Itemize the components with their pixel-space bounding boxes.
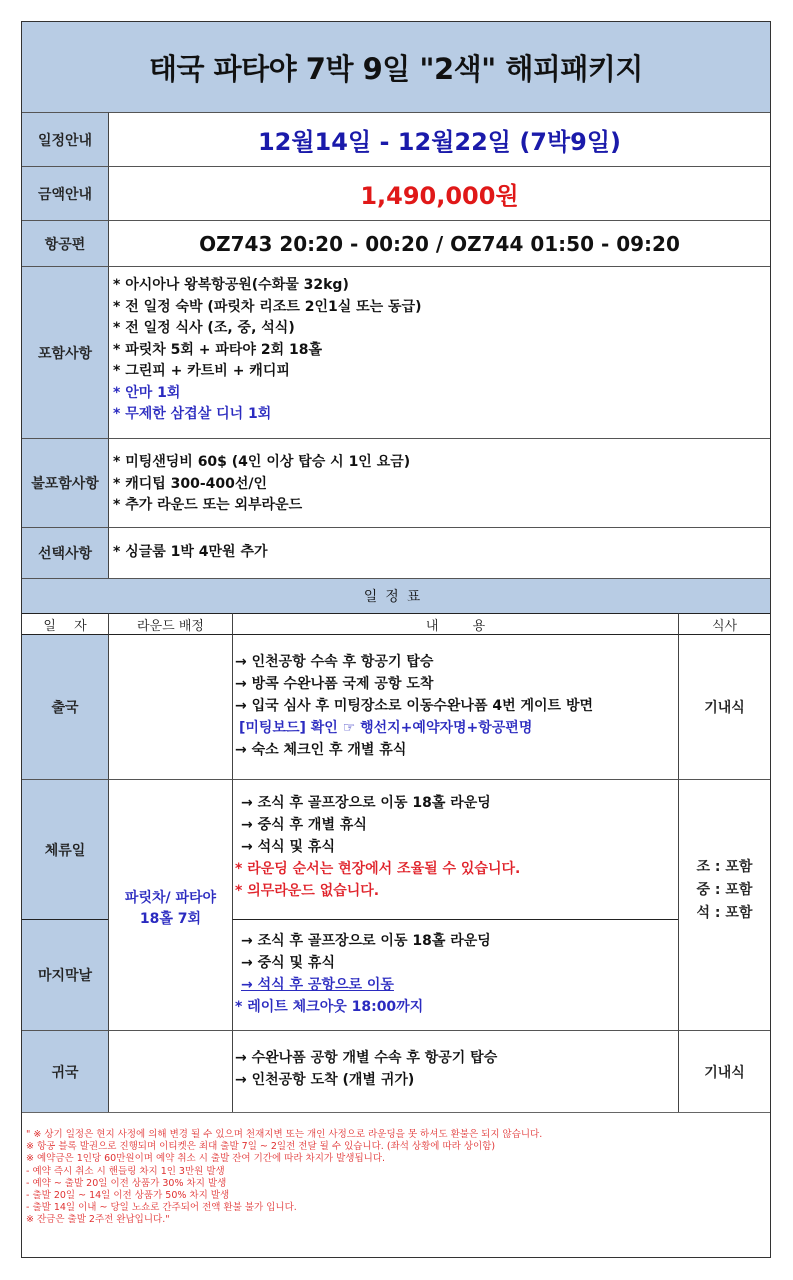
day-stay: 체류일: [22, 779, 108, 919]
itinerary-line: → 입국 심사 후 미팅장소로 이동수완나폼 4번 게이트 방면: [235, 698, 593, 714]
meal-return: 기내식: [678, 1030, 770, 1112]
content-last-day: [232, 919, 678, 1030]
round-cell-departure: [108, 635, 232, 779]
excluded-list: [108, 438, 770, 527]
itinerary-line: * 의무라운드 없습니다.: [235, 883, 380, 899]
day-departure: 출국: [22, 635, 108, 779]
itinerary-line: → 석식 및 휴식: [241, 839, 335, 855]
list-item: * 전 일정 숙박 (파릿차 리조트 2인1실 또는 동급): [113, 298, 422, 315]
price-value: 1,490,000원: [108, 166, 770, 220]
round-assignment-line: 파릿차/ 파타야: [124, 890, 217, 906]
list-item: * 무제한 삼겹살 디너 1회: [113, 406, 272, 422]
footer-note: - 예약 ~ 출발 20일 이전 상품가 30% 차지 발생: [26, 1177, 227, 1189]
list-item: * 미팅샌딩비 60$ (4인 이상 탑승 시 1인 요금): [113, 454, 411, 470]
itinerary-line: [미팅보드] 확인 ☞ 행선지+예약자명+항공편명: [239, 720, 533, 736]
column-header-content: 내 용: [232, 613, 678, 635]
column-header-round: 라운드 배정: [108, 613, 232, 635]
itinerary-line: → 중식 및 휴식: [241, 955, 335, 971]
itinerary-line: → 중식 후 개별 휴식: [241, 817, 367, 833]
round-assignment: [108, 779, 232, 1030]
round-cell-return: [108, 1030, 232, 1112]
content-return: [232, 1030, 678, 1112]
flight-label: 항공편: [22, 220, 108, 266]
footer-note: ※ 예약금은 1인당 60만원이며 예약 취소 시 출발 잔여 기간에 따라 차지가 발생됩니다.: [26, 1153, 386, 1165]
excluded-label: 불포함사항: [22, 438, 108, 527]
itinerary-line: → 조식 후 골프장으로 이동 18홀 라운딩: [241, 933, 491, 949]
list-item: * 그린피 + 카트비 + 캐디피: [113, 363, 290, 379]
meal-breakfast: 조 : 포함: [696, 858, 753, 875]
schedule-dates: 12월14일 - 12월22일 (7박9일): [108, 112, 770, 166]
footer-note: ※ 잔금은 출발 2주전 완납입니다.": [26, 1214, 170, 1226]
content-departure: [232, 635, 678, 779]
list-item: * 캐디팁 300-400선/인: [113, 475, 268, 492]
day-return: 귀국: [22, 1030, 108, 1112]
list-item: * 아시아나 왕복항공원(수화물 32kg): [113, 277, 349, 293]
meal-lunch: 중 : 포함: [696, 881, 753, 898]
itinerary-line: → 인천공항 수속 후 항공기 탑승: [235, 654, 434, 670]
itinerary-line: → 수완나폼 공항 개별 수속 후 항공기 탑승: [235, 1050, 498, 1066]
itinerary-line: * 레이트 체크아웃 18:00까지: [235, 999, 424, 1015]
list-item: * 전 일정 식사 (조, 중, 석식): [113, 320, 295, 336]
footer-note: - 출발 14일 이내 ~ 당일 노쇼로 간주되어 전액 환불 불가 입니다.: [26, 1202, 297, 1214]
itinerary-line: → 조식 후 골프장으로 이동 18홀 라운딩: [241, 795, 491, 811]
list-item: * 싱글룸 1박 4만원 추가: [113, 544, 268, 561]
schedule-heading-text: 일정표: [363, 589, 429, 605]
footer-notes: [22, 1112, 770, 1257]
list-item: * 안마 1회: [113, 384, 181, 401]
itinerary-line: → 석식 후 공항으로 이동: [241, 977, 394, 993]
page-title: 태국 파타야 7박 9일 "2색" 해피패키지: [22, 22, 770, 112]
meal-stay: [678, 779, 770, 1030]
optional-list: [108, 527, 770, 578]
itinerary-line: → 인천공항 도착 (개별 귀가): [235, 1072, 415, 1088]
footer-note: - 예약 즉시 취소 시 핸들링 차지 1인 3만원 발생: [26, 1165, 225, 1177]
footer-note: - 출발 20일 ~ 14일 이전 상품가 50% 차지 발생: [26, 1190, 230, 1202]
itinerary-line: * 라운딩 순서는 현장에서 조율될 수 있습니다.: [235, 861, 521, 877]
list-item: * 파릿차 5회 + 파타야 2회 18홀: [113, 341, 322, 358]
schedule-table-heading: [22, 578, 770, 613]
footer-note: " ※ 상기 일정은 현지 사정에 의해 변경 될 수 있으며 천재지변 또는 개인 사정으로 라운딩을 못 하셔도 환불은 되지 않습니다.: [26, 1129, 543, 1140]
schedule-label: 일정안내: [22, 112, 108, 166]
price-label: 금액안내: [22, 166, 108, 220]
optional-label: 선택사항: [22, 527, 108, 578]
list-item: * 추가 라운드 또는 외부라운드: [113, 497, 303, 513]
itinerary-line: → 방콕 수완나폼 국제 공항 도착: [235, 676, 434, 692]
itinerary-line: → 숙소 체크인 후 개별 휴식: [235, 742, 407, 758]
meal-departure: 기내식: [678, 635, 770, 779]
included-label: 포함사항: [22, 266, 108, 438]
flight-info: OZ743 20:20 - 00:20 / OZ744 01:50 - 09:20: [108, 220, 770, 266]
day-last: 마지막날: [22, 919, 108, 1030]
column-header-meal: 식사: [678, 613, 770, 635]
meal-dinner: 석 : 포함: [696, 904, 753, 921]
included-list: [108, 266, 770, 438]
content-stay: [232, 779, 678, 919]
round-assignment-line: 18홀 7회: [139, 911, 202, 927]
footer-note: ※ 항공 블록 발권으로 진행되며 이티켓은 최대 출발 7일 ~ 2일전 전달 될 수 있습니다. (좌석 상황에 따라 상이함): [26, 1141, 496, 1153]
column-header-day: 일 자: [22, 613, 108, 635]
